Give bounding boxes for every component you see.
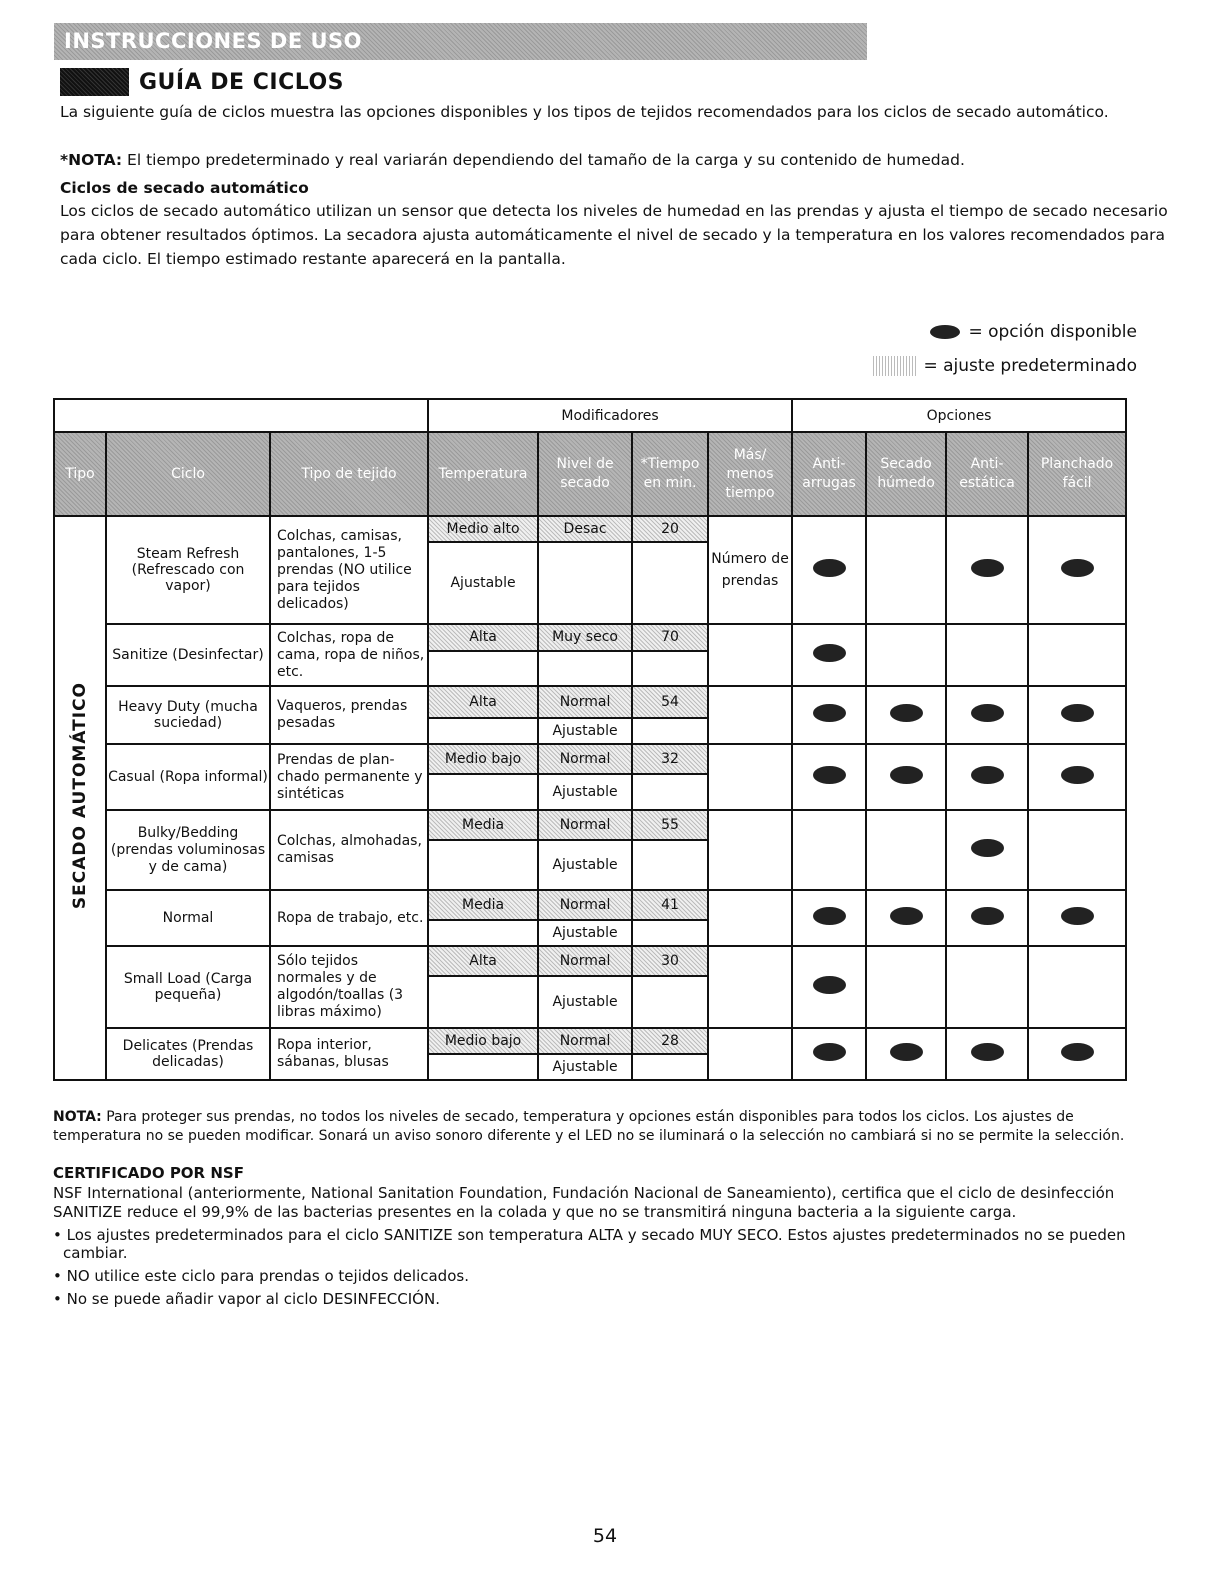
temp-adjust bbox=[428, 651, 538, 686]
more-less-cell bbox=[708, 686, 792, 744]
option-available-icon bbox=[1061, 704, 1094, 722]
option-available-icon bbox=[971, 704, 1004, 722]
note-paragraph bbox=[60, 148, 1160, 172]
dry-level-default: Normal bbox=[538, 890, 632, 920]
option-available-icon bbox=[813, 559, 846, 577]
dry-level-adjust: Ajustable bbox=[538, 840, 632, 890]
opt-antiestatica bbox=[946, 624, 1028, 686]
note-text: El tiempo predeterminado y real variarán dependiendo del tamaño de la carga y su contenido de humedad. bbox=[122, 151, 965, 169]
bullet-text: Los ajustes predeterminados para el ciclo SANITIZE son temperatura ALTA y secado MUY SECO. Estos ajustes predeterminados no se pueden cambiar. bbox=[63, 1226, 1126, 1262]
col-header-nivel: Nivel de secado bbox=[538, 432, 632, 516]
temp-adjust bbox=[428, 920, 538, 946]
bullet-text: NO utilice este ciclo para prendas o tejidos delicados. bbox=[66, 1267, 469, 1285]
cycle-name: Steam Refresh (Refrescado con vapor) bbox=[106, 516, 270, 624]
dry-level-default: Normal bbox=[538, 946, 632, 976]
temp-adjust bbox=[428, 774, 538, 810]
option-available-icon bbox=[813, 704, 846, 722]
option-available-icon bbox=[813, 1043, 846, 1061]
opt-planchado bbox=[1028, 744, 1126, 810]
opt-antiarrugas bbox=[792, 810, 866, 890]
opt-secadohumedo bbox=[866, 1028, 946, 1080]
opt-antiarrugas bbox=[792, 516, 866, 624]
intro-paragraph: La siguiente guía de ciclos muestra las opciones disponibles y los tipos de tejidos recomendados para los ciclos de secado automático. bbox=[60, 103, 1109, 121]
dry-level-adjust bbox=[538, 651, 632, 686]
opt-secadohumedo bbox=[866, 890, 946, 946]
dry-level-default: Normal bbox=[538, 1028, 632, 1054]
fabric-type: Colchas, almohadas, camisas bbox=[270, 810, 428, 890]
note-label: *NOTA: bbox=[60, 151, 123, 169]
opt-planchado bbox=[1028, 1028, 1126, 1080]
opt-antiarrugas bbox=[792, 946, 866, 1028]
more-less-cell bbox=[708, 890, 792, 946]
time-adjust bbox=[632, 651, 708, 686]
fabric-type: Colchas, ropa de cama, ropa de niños, etc. bbox=[270, 624, 428, 686]
group-header-options: Opciones bbox=[792, 399, 1126, 432]
time-adjust bbox=[632, 1054, 708, 1080]
temp-default: Medio bajo bbox=[428, 1028, 538, 1054]
option-available-icon bbox=[890, 766, 923, 784]
time-default: 30 bbox=[632, 946, 708, 976]
option-available-icon bbox=[1061, 559, 1094, 577]
table-row bbox=[54, 686, 1126, 718]
legend-available bbox=[930, 322, 1137, 342]
section-title bbox=[60, 66, 344, 98]
col-header-secadohumedo: Secado húmedo bbox=[866, 432, 946, 516]
opt-antiestatica bbox=[946, 946, 1028, 1028]
opt-planchado bbox=[1028, 686, 1126, 744]
footnote-text: Para proteger sus prendas, no todos los niveles de secado, temperatura y opciones están disponibles para todos los ciclos. Los ajustes de temperatura no se pueden modificar. Sonará un aviso sonoro diferente y el LED no se iluminará o la selección no cambiará si no se permite la selección. bbox=[53, 1109, 1125, 1144]
opt-antiarrugas bbox=[792, 1028, 866, 1080]
temp-default: Alta bbox=[428, 686, 538, 718]
temp-default: Alta bbox=[428, 624, 538, 651]
cycle-guide-table bbox=[53, 398, 1127, 1081]
opt-antiarrugas bbox=[792, 890, 866, 946]
option-available-icon bbox=[1061, 907, 1094, 925]
option-available-icon bbox=[1061, 766, 1094, 784]
opt-secadohumedo bbox=[866, 516, 946, 624]
time-default: 32 bbox=[632, 744, 708, 774]
option-available-icon bbox=[813, 976, 846, 994]
dry-level-default: Desac bbox=[538, 516, 632, 542]
opt-antiarrugas bbox=[792, 686, 866, 744]
more-less-cell bbox=[708, 624, 792, 686]
fabric-type: Vaqueros, prendas pesadas bbox=[270, 686, 428, 744]
time-default: 54 bbox=[632, 686, 708, 718]
cycle-name: Small Load (Carga pequeña) bbox=[106, 946, 270, 1028]
time-default: 28 bbox=[632, 1028, 708, 1054]
temp-adjust bbox=[428, 840, 538, 890]
opt-antiestatica bbox=[946, 1028, 1028, 1080]
group-header-blank bbox=[54, 399, 428, 432]
option-available-icon bbox=[813, 907, 846, 925]
page-title: GUÍA DE CICLOS bbox=[139, 69, 344, 95]
list-item: • NO utilice este ciclo para prendas o tejidos delicados. bbox=[53, 1267, 469, 1285]
time-adjust bbox=[632, 976, 708, 1028]
dry-level-adjust: Ajustable bbox=[538, 920, 632, 946]
time-default: 41 bbox=[632, 890, 708, 920]
description-paragraph: Los ciclos de secado automático utilizan un sensor que detecta los niveles de humedad en las prendas y ajusta el tiempo de secado necesario para obtener resultados óptimos. La secadora ajusta automáticamente el nivel de secado y la temperatura en los valores recomendados para cada ciclo. El tiempo estimado restante aparecerá en la pantalla. bbox=[60, 202, 1168, 268]
cycle-name: Delicates (Prendas delicadas) bbox=[106, 1028, 270, 1080]
table-row bbox=[54, 890, 1126, 920]
col-header-tejido: Tipo de tejido bbox=[270, 432, 428, 516]
subheading: Ciclos de secado automático bbox=[60, 179, 309, 197]
option-available-icon bbox=[971, 839, 1004, 857]
opt-secadohumedo bbox=[866, 744, 946, 810]
opt-planchado bbox=[1028, 810, 1126, 890]
fabric-type: Ropa interior, sábanas, blusas bbox=[270, 1028, 428, 1080]
cycle-name: Casual (Ropa informal) bbox=[106, 744, 270, 810]
opt-antiestatica bbox=[946, 890, 1028, 946]
group-header-modifiers: Modificadores bbox=[428, 399, 792, 432]
cycle-name: Bulky/Bedding (prendas voluminosas y de cama) bbox=[106, 810, 270, 890]
option-available-icon bbox=[971, 559, 1004, 577]
option-available-icon bbox=[971, 766, 1004, 784]
opt-secadohumedo bbox=[866, 946, 946, 1028]
page-number: 54 bbox=[592, 1525, 618, 1547]
table-row bbox=[54, 624, 1126, 651]
col-header-tipo: Tipo bbox=[54, 432, 106, 516]
time-adjust bbox=[632, 920, 708, 946]
col-header-masmenos: Más/ menos tiempo bbox=[708, 432, 792, 516]
legend-available-label: = opción disponible bbox=[968, 322, 1137, 342]
legend-default-label: = ajuste predeterminado bbox=[923, 356, 1137, 376]
opt-secadohumedo bbox=[866, 810, 946, 890]
opt-secadohumedo bbox=[866, 624, 946, 686]
dry-level-default: Normal bbox=[538, 686, 632, 718]
more-less-cell bbox=[708, 810, 792, 890]
opt-antiarrugas bbox=[792, 744, 866, 810]
list-item: • No se puede añadir vapor al ciclo DESINFECCIÓN. bbox=[53, 1290, 440, 1308]
filled-oval-icon bbox=[930, 325, 960, 339]
shaded-swatch-icon bbox=[873, 356, 917, 376]
option-available-icon bbox=[971, 1043, 1004, 1061]
opt-planchado bbox=[1028, 890, 1126, 946]
col-header-antiestatica: Anti- estática bbox=[946, 432, 1028, 516]
time-adjust bbox=[632, 774, 708, 810]
dry-level-adjust: Ajustable bbox=[538, 774, 632, 810]
dry-level-default: Normal bbox=[538, 744, 632, 774]
title-marker-block bbox=[60, 68, 129, 96]
col-header-temperatura: Temperatura bbox=[428, 432, 538, 516]
dry-level-default: Muy seco bbox=[538, 624, 632, 651]
fabric-type: Colchas, camisas, pantalones, 1-5 prendas (NO utilice para tejidos delicados) bbox=[270, 516, 428, 624]
cycle-name: Normal bbox=[106, 890, 270, 946]
temp-default: Media bbox=[428, 810, 538, 840]
table-row bbox=[54, 744, 1126, 774]
opt-antiestatica bbox=[946, 516, 1028, 624]
col-header-ciclo: Ciclo bbox=[106, 432, 270, 516]
cycle-name: Heavy Duty (mucha suciedad) bbox=[106, 686, 270, 744]
temp-adjust bbox=[428, 1054, 538, 1080]
more-less-cell bbox=[708, 1028, 792, 1080]
col-header-tiempo: *Tiempo en min. bbox=[632, 432, 708, 516]
temp-default: Medio alto bbox=[428, 516, 538, 542]
option-available-icon bbox=[890, 704, 923, 722]
opt-planchado bbox=[1028, 624, 1126, 686]
col-header-antiarrugas: Anti- arrugas bbox=[792, 432, 866, 516]
table-row bbox=[54, 810, 1126, 840]
opt-planchado bbox=[1028, 516, 1126, 624]
footnote bbox=[53, 1108, 1163, 1146]
option-available-icon bbox=[971, 907, 1004, 925]
opt-secadohumedo bbox=[866, 686, 946, 744]
cycle-name: Sanitize (Desinfectar) bbox=[106, 624, 270, 686]
more-less-cell: Número de prendas bbox=[708, 516, 792, 624]
opt-antiestatica bbox=[946, 686, 1028, 744]
opt-antiestatica bbox=[946, 744, 1028, 810]
temp-default: Alta bbox=[428, 946, 538, 976]
time-default: 20 bbox=[632, 516, 708, 542]
temp-adjust: Ajustable bbox=[428, 542, 538, 624]
table-row bbox=[54, 1028, 1126, 1054]
opt-planchado bbox=[1028, 946, 1126, 1028]
opt-antiestatica bbox=[946, 810, 1028, 890]
group-header-row bbox=[54, 399, 1126, 432]
more-less-cell bbox=[708, 744, 792, 810]
dry-level-default: Normal bbox=[538, 810, 632, 840]
certified-bullets bbox=[53, 1226, 1168, 1313]
fabric-type: Prendas de plan-chado permanente y sintéticas bbox=[270, 744, 428, 810]
time-adjust bbox=[632, 840, 708, 890]
type-cell bbox=[54, 516, 106, 1080]
temp-default: Medio bajo bbox=[428, 744, 538, 774]
bullet-text: No se puede añadir vapor al ciclo DESINFECCIÓN. bbox=[66, 1290, 440, 1308]
fabric-type: Ropa de trabajo, etc. bbox=[270, 890, 428, 946]
temp-adjust bbox=[428, 718, 538, 744]
dry-level-adjust: Ajustable bbox=[538, 1054, 632, 1080]
type-label: SECADO AUTOMÁTICO bbox=[70, 682, 90, 910]
dry-level-adjust bbox=[538, 542, 632, 624]
fabric-type: Sólo tejidos normales y de algodón/toallas (3 libras máximo) bbox=[270, 946, 428, 1028]
time-adjust bbox=[632, 542, 708, 624]
option-available-icon bbox=[1061, 1043, 1094, 1061]
time-adjust bbox=[632, 718, 708, 744]
table-row bbox=[54, 516, 1126, 542]
col-header-planchado: Planchado fácil bbox=[1028, 432, 1126, 516]
option-available-icon bbox=[813, 766, 846, 784]
table-row bbox=[54, 946, 1126, 976]
certified-text: NSF International (anteriormente, National Sanitation Foundation, Fundación Nacional de Saneamiento), certifica que el ciclo de desinfección SANITIZE reduce el 99,9% de las bacterias presentes en la colada y que no se transmitirá ninguna bacteria a la siguiente carga. bbox=[53, 1184, 1115, 1221]
temp-adjust bbox=[428, 976, 538, 1028]
option-available-icon bbox=[890, 1043, 923, 1061]
footnote-label: NOTA: bbox=[53, 1109, 102, 1125]
list-item: • Los ajustes predeterminados para el ciclo SANITIZE son temperatura ALTA y secado MUY SECO. Estos ajustes predeterminados no se pueden cambiar. bbox=[53, 1226, 1126, 1262]
column-header-row bbox=[54, 432, 1126, 516]
temp-default: Media bbox=[428, 890, 538, 920]
legend-default bbox=[873, 356, 1137, 376]
certified-title: CERTIFICADO POR NSF bbox=[53, 1164, 244, 1182]
option-available-icon bbox=[813, 644, 846, 662]
opt-antiarrugas bbox=[792, 624, 866, 686]
option-available-icon bbox=[890, 907, 923, 925]
dry-level-adjust: Ajustable bbox=[538, 976, 632, 1028]
time-default: 70 bbox=[632, 624, 708, 651]
dry-level-adjust: Ajustable bbox=[538, 718, 632, 744]
time-default: 55 bbox=[632, 810, 708, 840]
section-banner: INSTRUCCIONES DE USO bbox=[54, 23, 867, 60]
more-less-cell bbox=[708, 946, 792, 1028]
